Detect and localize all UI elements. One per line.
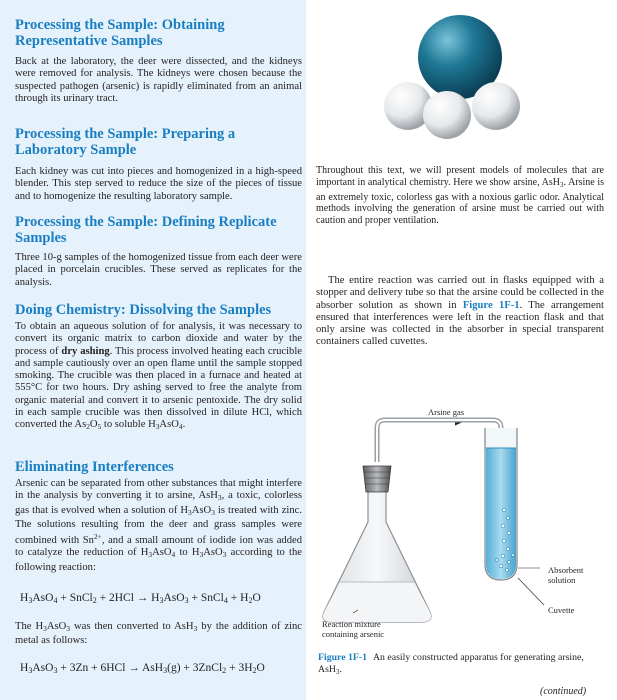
para-zinc-conversion: The $H_3AsO_3$ was then converted to AsH$_3$ by the addition of zinc metal as follows: <box>15 621 302 647</box>
cuvette-leader <box>518 578 544 605</box>
reaction-mixture <box>323 582 431 622</box>
heading-eliminating-interferences: Eliminating Interferences <box>15 459 174 475</box>
para-reaction-apparatus: The entire reaction was carried out in flasks equipped with a stopper and delivery tube so that the arsine could be collected in the absorber solution as shown in Figure 1F-1. The arrangement ensured that interferences were left in the reaction flask and that only arsine was collected in the absorber in special transparent containers called cuvettes. <box>316 275 604 348</box>
equation-reduction: $H_3AsO_4$ + SnCl$_2$ + $2HCl \to H_3AsO_3$ + SnCl$_4$ + $H_2O$ <box>20 592 261 605</box>
arsine-molecule-model <box>375 2 545 152</box>
figure-reference-link[interactable]: Figure 1F-1 <box>462 299 520 311</box>
hydrogen-atom-right <box>472 82 520 130</box>
heading-replicate-samples: Processing the Sample: Defining Replicate Samples <box>15 214 277 246</box>
arsine-model-caption: Throughout this text, we will present models of molecules that are important in analytical chemistry. Here we show arsine, AsH$_3$. Arsine is an extremely toxic, colorless gas with a noxious garlic odor. Analytical methods involving the generation of arsine must be carried out with caution and proper ventilation. <box>316 165 605 227</box>
absorbent-solution <box>486 448 516 579</box>
para-eliminating-interferences: Arsenic can be separated from other substances that might interfere in the analysis by converting it to arsine, AsH$_3$, a toxic, colorless gas that is evolved when a solution of $H_3AsO_3$ is treated with zinc. The solutions resulting from the deer and grass samples were combined with $Sn^{2+}$, and a small amount of iodide ion was added to catalyze the reduction of $H_3AsO_4$ to $H_3AsO_3$ according to the following reaction: <box>15 478 303 573</box>
para-representative-samples: Back at the laboratory, the deer were dissected, and the kidneys were removed for analysis. The kidneys were chosen because the suspected pathogen (arsenic) is rapidly eliminated from an animal through its urinary tract. <box>15 56 302 104</box>
para-dissolving-samples: To obtain an aqueous solution of for analysis, it was necessary to convert its organic matrix to carbon dioxide and water by the process of dry ashing. This process involved heating each crucible and sample cautiously over an open flame until the sample stopped smoking. The crucible was then placed in a furnace and heated at 555°C for two hours. Dry ashing served to free the analyte from organic material and convert it to arsenic pentoxide. The dry solid in each sample crucible was then dissolved in dilute HCl, which converted the $As_2O_5$ to soluble $H_3AsO_4$. <box>15 321 302 432</box>
label-arsine-gas: Arsine gas <box>428 407 465 417</box>
heading-dissolving-samples: Doing Chemistry: Dissolving the Samples <box>15 302 272 318</box>
continued-marker: (continued) <box>540 686 587 697</box>
heading-laboratory-sample: Processing the Sample: Preparing a Laboratory Sample <box>15 126 236 158</box>
label-cuvette: Cuvette <box>548 605 575 615</box>
flask-stopper <box>363 466 391 492</box>
hydrogen-atom-bottom <box>423 91 471 139</box>
equation-arsine-generation: $H_3AsO_3 + 3Zn + 6HCl \to AsH_3(g)$ + 3ZnCl$_2$ + $3H_2O$ <box>20 662 265 675</box>
figure-number: Figure 1F-1 <box>318 652 368 663</box>
para-replicate-samples: Three 10-g samples of the homogenized tissue from each deer were placed in porcelain crucibles. These served as replicates for the analysis. <box>15 252 302 288</box>
heading-representative-samples: Processing the Sample: Obtaining Representative Samples <box>15 17 225 49</box>
figure-caption: Figure 1F-1 An easily constructed apparatus for generating arsine, AsH$_3$. <box>318 652 584 676</box>
label-absorbent: Absorbent solution <box>548 565 584 585</box>
label-reaction-mixture: Reaction mixture containing arsenic <box>322 619 385 639</box>
para-laboratory-sample: Each kidney was cut into pieces and homogenized in a high-speed blender. This step served to reduce the size of the pieces of tissue and to homogenize the resulting laboratory sample. <box>15 166 302 202</box>
dry-ashing-term: dry ashing <box>61 345 110 357</box>
